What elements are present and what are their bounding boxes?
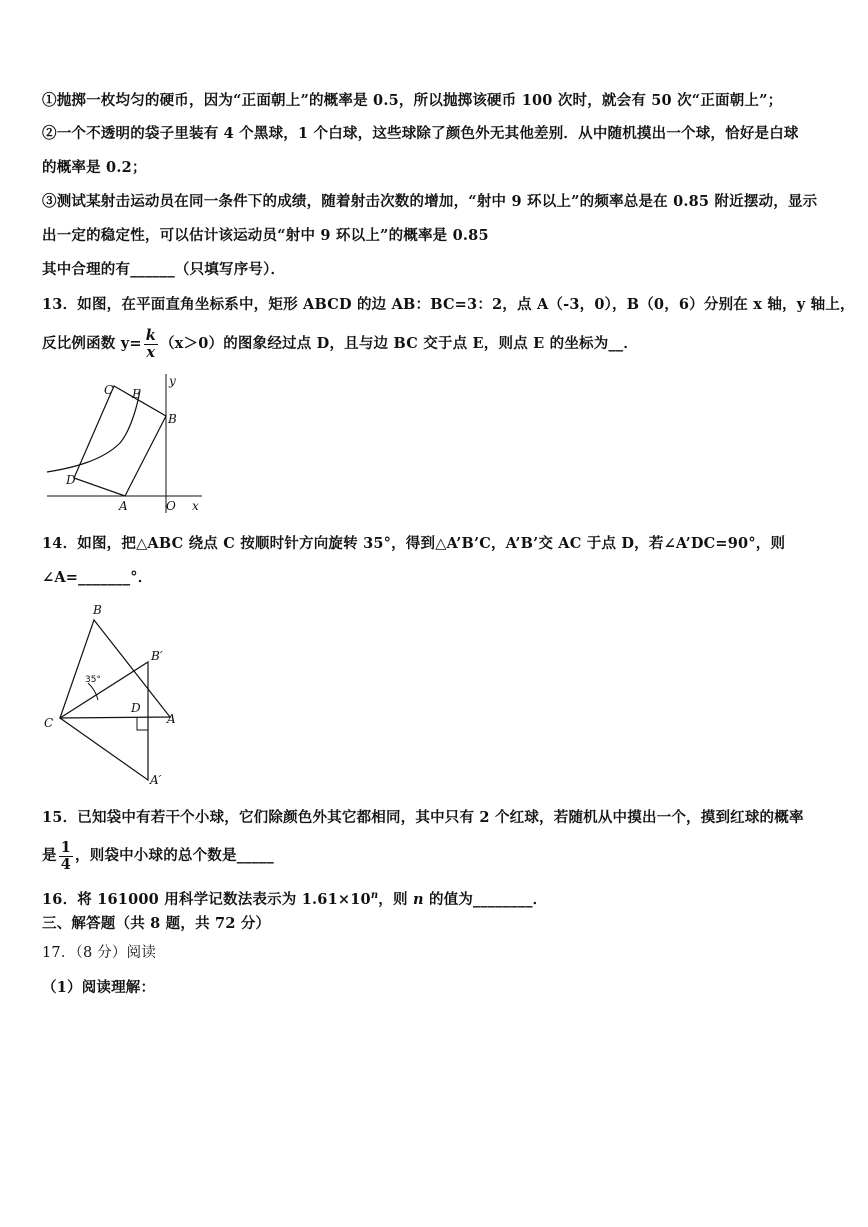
label-angle-35: 35°	[85, 675, 101, 685]
figure-13-coordinate-diagram	[42, 368, 217, 518]
question-17-heading: 17．（8 分）阅读	[42, 945, 157, 961]
question-15-line-1: 15．已知袋中有若干个小球，它们除颜色外其它都相同，其中只有 2 个红球，若随机从中摸出一个，摸到红球的概率	[42, 809, 804, 826]
question-13-line-2	[42, 326, 832, 362]
section-3-heading: 三、解答题（共 8 题，共 72 分）	[42, 915, 271, 932]
variable-n: n	[412, 890, 424, 908]
label-D: D	[66, 473, 76, 487]
label-A: A	[167, 712, 176, 726]
label-C: C	[44, 716, 54, 730]
statement-3: ③测试某射击运动员在同一条件下的成绩，随着射击次数的增加，“射中 9 环以上”的频率总是在 0.85 附近摆动，显示	[42, 193, 818, 210]
label-A-prime: A′	[150, 773, 162, 787]
label-C: C	[104, 383, 114, 397]
question-17-part-1: （1）阅读理解：	[42, 979, 156, 996]
label-A: A	[119, 499, 128, 513]
q15-text-post: ，则袋中小球的总个数是_____	[75, 847, 274, 864]
figure-14-triangle-rotation	[38, 600, 188, 790]
label-E: E	[132, 387, 141, 401]
question-13-line-1: 13．如图，在平面直角坐标系中，矩形 ABCD 的边 AB：BC=3：2，点 A（-3，0），B（0，6）分别在 x 轴，y 轴上，	[42, 296, 855, 313]
question-14-line-1: 14．如图，把△ABC 绕点 C 按顺时针方向旋转 35°，得到△A’B’C，A’B’交 AC 于点 D，若∠A’DC=90°，则	[42, 535, 786, 552]
exponent-n: n	[370, 890, 379, 901]
question-12-answer-line: 其中合理的有______（只填写序号）．	[42, 261, 286, 278]
q13-text-pre: 反比例函数 y=	[42, 335, 142, 352]
question-15-line-2	[42, 838, 832, 874]
label-y-axis: y	[169, 374, 176, 388]
label-x-axis: x	[192, 499, 199, 513]
statement-1: ①抛掷一枚均匀的硬币，因为“正面朝上”的概率是 0.5，所以抛掷该硬币 100 次时，就会有 50 次“正面朝上”；	[42, 92, 783, 109]
one-quarter-fraction: $\frac{1}{4}$	[60, 838, 71, 873]
label-B: B	[93, 603, 102, 617]
label-B-prime: B′	[151, 649, 163, 663]
k-over-x-fraction: $\frac{k}{x}$	[145, 326, 156, 361]
label-B: B	[168, 412, 177, 426]
question-16: 16．将 161000 用科学记数法表示为 $1.61\times 10^n$，则 n 的值为________．	[42, 890, 548, 908]
statement-2-cont: 的概率是 0.2；	[42, 159, 147, 176]
statement-3-cont: 出一定的稳定性，可以估计该运动员“射中 9 环以上”的概率是 0.85	[42, 227, 489, 244]
question-14-line-2: ∠A=_______°．	[42, 569, 153, 586]
label-D: D	[131, 701, 141, 715]
q13-text-post: （x＞0）的图象经过点 D，且与边 BC 交于点 E，则点 E 的坐标为__．	[159, 335, 639, 352]
label-O: O	[166, 499, 176, 513]
q15-text-pre: 是	[42, 847, 57, 864]
statement-2: ②一个不透明的袋子里装有 4 个黑球，1 个白球，这些球除了颜色外无其他差别．从中随机摸出一个球，恰好是白球	[42, 125, 799, 142]
